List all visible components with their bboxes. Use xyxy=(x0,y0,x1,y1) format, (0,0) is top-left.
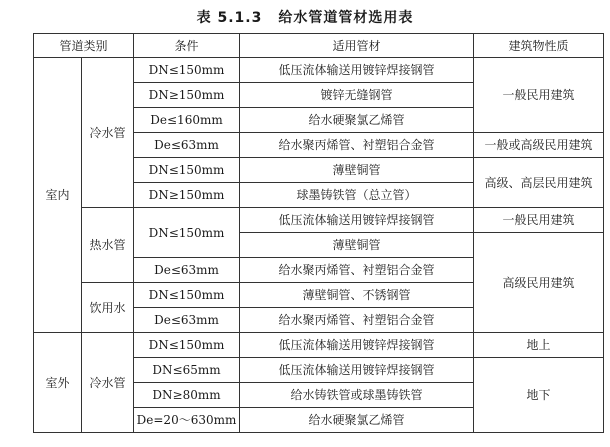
condition-cell: DN≤150mm xyxy=(134,208,240,258)
building-cell: 高级、高层民用建筑 xyxy=(474,158,604,208)
table-row xyxy=(34,208,604,233)
material-cell: 低压流体输送用镀锌焊接钢管 xyxy=(240,358,474,383)
building-cell: 地上 xyxy=(474,333,604,358)
table-row xyxy=(34,58,604,83)
table-title xyxy=(0,7,610,27)
condition-cell: DN≤150mm xyxy=(134,158,240,183)
material-cell: 给水聚丙烯管、衬塑铝合金管 xyxy=(240,133,474,158)
section-outdoor: 室外 xyxy=(34,333,82,433)
material-cell: 薄壁铜管、不锈钢管 xyxy=(240,283,474,308)
condition-cell: DN≥80mm xyxy=(134,383,240,408)
condition-cell: DN≤150mm xyxy=(134,283,240,308)
subcategory-cold-water: 冷水管 xyxy=(82,58,134,208)
material-cell: 镀锌无缝钢管 xyxy=(240,83,474,108)
material-cell: 给水硬聚氯乙烯管 xyxy=(240,408,474,433)
building-cell: 一般民用建筑 xyxy=(474,208,604,233)
building-cell: 一般民用建筑 xyxy=(474,58,604,133)
condition-cell: DN≤65mm xyxy=(134,358,240,383)
condition-cell: De≤160mm xyxy=(134,108,240,133)
table-row xyxy=(34,333,604,358)
header-category: 管道类别 xyxy=(34,34,134,58)
condition-cell: De≤63mm xyxy=(134,133,240,158)
table-header-row xyxy=(34,34,604,58)
material-cell: 低压流体输送用镀锌焊接钢管 xyxy=(240,58,474,83)
building-cell: 一般或高级民用建筑 xyxy=(474,133,604,158)
material-cell: 给水聚丙烯管、衬塑铝合金管 xyxy=(240,258,474,283)
subcategory-outdoor-cold-water: 冷水管 xyxy=(82,333,134,433)
material-cell: 球墨铸铁管（总立管） xyxy=(240,183,474,208)
subcategory-hot-water: 热水管 xyxy=(82,208,134,283)
material-cell: 薄壁铜管 xyxy=(240,233,474,258)
subcategory-drinking-water: 饮用水 xyxy=(82,283,134,333)
condition-cell: DN≤150mm xyxy=(134,333,240,358)
condition-cell: De=20～630mm xyxy=(134,408,240,433)
section-indoor: 室内 xyxy=(34,58,82,333)
building-cell: 地下 xyxy=(474,358,604,433)
condition-cell: DN≥150mm xyxy=(134,183,240,208)
table-caption: 给水管道管材选用表 xyxy=(278,10,414,26)
material-cell: 给水聚丙烯管、衬塑铝合金管 xyxy=(240,308,474,333)
condition-cell: De≤63mm xyxy=(134,308,240,333)
header-condition: 条件 xyxy=(134,34,240,58)
material-cell: 给水铸铁管或球墨铸铁管 xyxy=(240,383,474,408)
building-cell: 高级民用建筑 xyxy=(474,233,604,333)
condition-cell: De≤63mm xyxy=(134,258,240,283)
table-number: 表 5.1.3 xyxy=(196,10,263,26)
material-cell: 低压流体输送用镀锌焊接钢管 xyxy=(240,208,474,233)
pipe-material-table xyxy=(33,33,604,433)
material-cell: 薄壁铜管 xyxy=(240,158,474,183)
material-cell: 给水硬聚氯乙烯管 xyxy=(240,108,474,133)
condition-cell: DN≤150mm xyxy=(134,58,240,83)
header-building: 建筑物性质 xyxy=(474,34,604,58)
condition-cell: DN≥150mm xyxy=(134,83,240,108)
header-material: 适用管材 xyxy=(240,34,474,58)
material-cell: 低压流体输送用镀锌焊接钢管 xyxy=(240,333,474,358)
